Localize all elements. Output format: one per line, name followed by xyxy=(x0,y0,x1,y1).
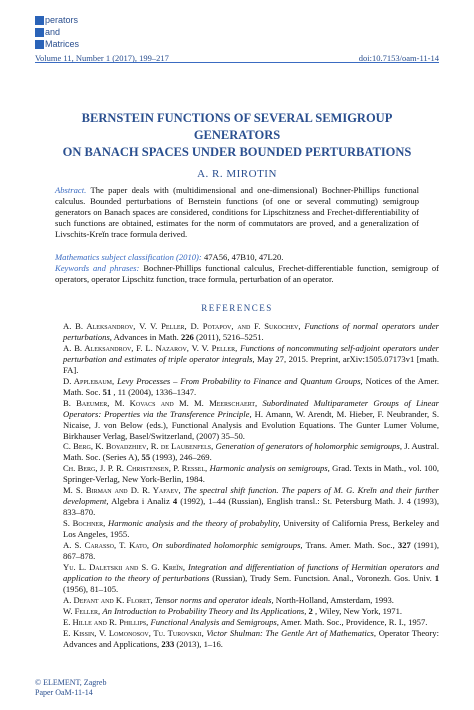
reference-title: Generation of generators of holomorphic semigroups, xyxy=(215,441,402,452)
reference-pages: (2011), 5216–5251. xyxy=(196,331,264,342)
reference-source: (Russian), Trudy Sem. Functsion. Anal., Voronezh. Gos. Univ. xyxy=(212,572,432,583)
reference-item xyxy=(35,628,439,650)
reference-item xyxy=(35,463,439,485)
reference-item xyxy=(35,376,439,398)
logo-square xyxy=(35,16,44,25)
reference-item xyxy=(35,398,439,442)
reference-volume: 233 xyxy=(161,638,175,649)
reference-source: Advances in Math. xyxy=(113,331,179,342)
reference-item xyxy=(35,485,439,518)
reference-source: Algebra i Analiz xyxy=(111,496,170,507)
msc-label: Mathematics subject classification (2010): xyxy=(55,252,202,262)
doi-link[interactable]: doi:10.7153/oam-11-14 xyxy=(358,53,439,63)
reference-authors: W. Feller, xyxy=(63,605,101,616)
msc-classification xyxy=(55,252,419,263)
reference-title: An Introduction to Probability Theory and Its Applications, xyxy=(102,605,307,616)
title-line: ON BANACH SPACES UNDER BOUNDED PERTURBATIONS xyxy=(62,145,412,159)
reference-title: The spectral shift function. The papers of M. G. Kreĭn and their further development, xyxy=(63,485,439,507)
reference-source: North-Holland, Amsterdam, 1993. xyxy=(275,594,394,605)
reference-title: Harmonic analysis on semigroups, xyxy=(209,463,330,474)
reference-title: Levy Processes – From Probability to Finance and Quantum Groups, xyxy=(117,375,363,386)
author: A. R. MIROTIN xyxy=(197,168,277,180)
reference-pages: (1992), 1–44 (Russian), English transl.: St. Petersburg Math. J. 4 (1993), 833–870. xyxy=(63,496,439,518)
logo-word: perators xyxy=(45,15,79,25)
footer xyxy=(35,678,106,698)
reference-pages: (2013), 1–16. xyxy=(176,638,223,649)
reference-volume: 327 xyxy=(397,540,411,551)
reference-authors: A. B. Aleksandrov, V. V. Peller, D. Potapov, and F. Sukochev, xyxy=(63,321,301,331)
reference-authors: A. S. Carasso, T. Kato, xyxy=(63,540,149,551)
references-list xyxy=(35,321,439,650)
keywords xyxy=(55,263,439,285)
logo-word: and xyxy=(45,27,61,37)
reference-item xyxy=(35,606,439,617)
reference-source: University of California Press, Berkeley and Los Angeles, 1955. xyxy=(63,518,439,540)
reference-item xyxy=(35,617,439,628)
reference-item xyxy=(35,343,439,376)
reference-pages: , 11 (2004), 1336–1347. xyxy=(113,386,197,397)
reference-title: Harmonic analysis and the theory of probabylity, xyxy=(107,518,281,529)
abstract-text: The paper deals with (multidimensional and one-dimensional) Bochner-Phillips functional calculus. Bounded perturbations of Bernstein functions (of one or several commuting) semigroup generators on Banach spaces are considered, conditions for Lipschitzness and Frechet-differentiability of such functions are obtained, estimates for the norm of commutators are proved, and a generalization of Livschits-Kreĭn trace formula derived. xyxy=(55,185,419,240)
reference-volume: 4 xyxy=(172,496,178,507)
reference-item xyxy=(35,562,439,595)
reference-authors: Ch. Berg, J. P. R. Christensen, P. Ressel, xyxy=(63,463,208,474)
reference-title: Functions of noncommuting self-adjoint operators under perturbation and estimates of triple operator integrals, xyxy=(63,342,440,364)
reference-pages: (1991), 867–878. xyxy=(63,540,440,562)
msc-text: 47A56, 47B10, 47L20. xyxy=(203,252,284,262)
reference-authors: D. Applebaum, xyxy=(63,375,115,386)
title-line: BERNSTEIN FUNCTIONS OF SEVERAL SEMIGROUP GENERATORS xyxy=(81,111,393,142)
reference-title: Functions of normal operators under perturbations, xyxy=(63,321,440,342)
reference-title: Tensor norms and operator ideals, xyxy=(154,594,274,605)
reference-source: May 27, 2015. Preprint, arXiv:1505.07173v1 [math. FA]. xyxy=(63,353,439,375)
reference-authors: B. Baeumer, M. Kovacs and M. M. Meerschaert, xyxy=(63,397,258,408)
reference-authors: C. Berg, K. Boyadzhiev, R. de Laubenfels, xyxy=(63,441,214,452)
reference-authors: A. Defant and K. Floret, xyxy=(63,594,153,605)
reference-title: Subordinated Multiparameter Groups of Linear Operators: Properties via the Transference Principle, xyxy=(63,397,439,419)
reference-item xyxy=(35,518,439,540)
footer-paper-id: Paper OaM-11-14 xyxy=(35,688,93,697)
reference-pages: (1956), 81–105. xyxy=(63,583,119,594)
reference-authors: E. Kissin, V. Lomonosov, Tu. Turovskii, xyxy=(63,627,204,638)
keywords-text: Bochner-Phillips functional calculus, Frechet-differentiable function, semigroup of operators, operator Lipschitz function, trace formula, perturbation of an operator. xyxy=(55,263,440,285)
logo-square xyxy=(35,28,44,37)
reference-title: Functional Analysis and Semigroups, xyxy=(150,616,279,627)
reference-item xyxy=(35,441,439,463)
header-rule xyxy=(35,62,439,63)
references-heading: REFERENCES xyxy=(201,303,273,313)
reference-authors: S. Bochner, xyxy=(63,518,106,529)
abstract xyxy=(55,185,419,240)
reference-volume: 55 xyxy=(141,452,151,463)
reference-source: Operator Theory: Advances and Applications, xyxy=(63,627,439,649)
reference-item xyxy=(35,595,439,606)
logo-word: Matrices xyxy=(45,39,80,49)
reference-authors: A. B. Aleksandrov, F. L. Nazarov, V. V. Peller, xyxy=(63,342,238,353)
paper-title xyxy=(40,110,434,161)
reference-volume: 2 xyxy=(308,605,313,616)
reference-volume: 226 xyxy=(180,331,194,342)
reference-item xyxy=(35,321,439,343)
reference-title: Integration and differentiation of functions of Hermitian operators and application to the theory of perturbations xyxy=(63,561,439,583)
volume-info: Volume 11, Number 1 (2017), 199–217 xyxy=(35,53,169,63)
abstract-label: Abstract. xyxy=(55,185,87,195)
reference-volume: 51 xyxy=(102,386,112,397)
reference-title: Victor Shulman: The Gentle Art of Mathematics, xyxy=(206,627,377,638)
reference-source: Notices of the Amer. Math. Soc. xyxy=(63,375,439,397)
logo-square xyxy=(35,40,44,49)
reference-source: Grad. Texts in Math., vol. 100, Springer-Verlag, New York-Berlin, 1984. xyxy=(63,463,440,485)
reference-source: Trans. Amer. Math. Soc., xyxy=(305,540,395,551)
reference-source: Amer. Math. Soc., Providence, R. I., 1957. xyxy=(280,616,428,627)
footer-publisher: © ELEMENT, Zagreb xyxy=(35,678,107,687)
reference-authors: E. Hille and R. Phillips, xyxy=(63,616,149,627)
keywords-label: Keywords and phrases: xyxy=(55,263,140,273)
reference-source: H. Amann, W. Arendt, M. Hieber, F. Neubrander, S. Nicaise, J. von Below (eds.), Functional Analysis and Evolution Equations. The Gunter Lumer Volume, Birkhauser Verlag, Basel/Switzerland, (2007) 35–50. xyxy=(63,408,440,441)
reference-volume: 1 xyxy=(434,572,439,583)
reference-title: On subordinated holomorphic semigroups, xyxy=(152,540,303,551)
reference-pages: (1993), 246–269. xyxy=(152,452,212,463)
reference-authors: M. S. Birman and D. R. Yafaev, xyxy=(63,485,181,496)
reference-authors: Yu. L. Daletskii and S. G. Kreĭn, xyxy=(63,561,185,572)
reference-pages: , Wiley, New York, 1971. xyxy=(315,605,403,616)
reference-item xyxy=(35,540,439,562)
reference-source: J. Austral. Math. Soc. (Series A), xyxy=(63,441,440,463)
